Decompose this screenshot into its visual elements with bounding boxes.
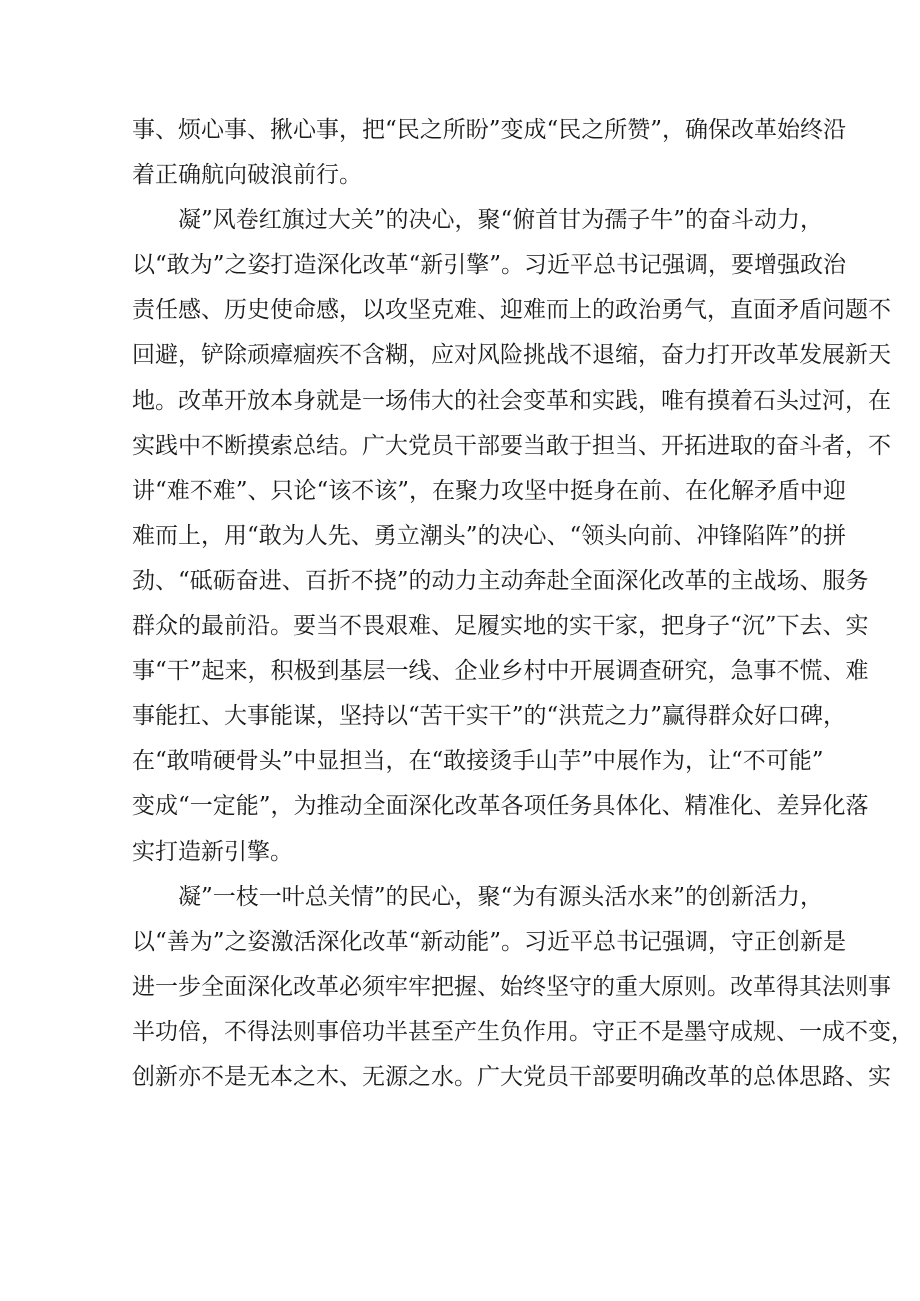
paragraph-line: 着正确航向破浪前行。 (132, 162, 362, 189)
paragraph-line: 实践中不断摸索总结。广大党员干部要当敢于担当、开拓进取的奋斗者，不 (132, 432, 891, 459)
paragraph-line: 在“敢啃硬骨头”中显担当，在“敢接烫手山芋”中展作为，让“不可能” (132, 748, 824, 775)
paragraph-line: 事“干”起来，积极到基层一线、企业乡村中开展调查研究，急事不慌、难 (132, 658, 869, 685)
paragraph-line: 创新亦不是无本之木、无源之水。广大党员干部要明确改革的总体思路、实 (132, 1063, 891, 1090)
paragraph-line: 半功倍，不得法则事倍功半甚至产生负作用。守正不是墨守成规、一成不变， (132, 1018, 914, 1045)
paragraph-line: 难而上，用“敢为人先、勇立潮头”的决心、“领头向前、冲锋陷阵”的拼 (132, 522, 847, 549)
paragraph-line: 回避，铲除顽瘴痼疾不含糊，应对风险挑战不退缩，奋力打开改革发展新天 (132, 342, 891, 369)
paragraph-line: 事能扛、大事能谋，坚持以“苦干实干”的“洪荒之力”赢得群众好口碑， (132, 703, 847, 730)
paragraph-line: 凝”一枝一叶总关情”的民心，聚“为有源头活水来”的创新活力， (178, 883, 824, 910)
paragraph-line: 地。改革开放本身就是一场伟大的社会变革和实践，唯有摸着石头过河，在 (132, 387, 891, 414)
paragraph-line: 凝”风卷红旗过大关”的决心，聚“俯首甘为孺子牛”的奋斗动力， (178, 207, 824, 234)
document-body (132, 108, 914, 1100)
paragraph-line: 以“善为”之姿激活深化改革“新动能”。习近平总书记强调，守正创新是 (132, 928, 847, 955)
paragraph-line: 劲、“砥砺奋进、百折不挠”的动力主动奔赴全面深化改革的主战场、服务 (132, 567, 869, 594)
paragraph-line: 事、烦心事、揪心事，把“民之所盼”变成“民之所赞”，确保改革始终沿 (132, 117, 847, 143)
paragraph-line: 以“敢为”之姿打造深化改革“新引擎”。习近平总书记强调，要增强政治 (132, 252, 847, 279)
paragraph-line: 讲“难不难”、只论“该不该”，在聚力攻坚中挺身在前、在化解矛盾中迎 (132, 477, 847, 504)
paragraph-line: 进一步全面深化改革必须牢牢把握、始终坚守的重大原则。改革得其法则事 (132, 973, 891, 1000)
paragraph-line: 责任感、历史使命感，以攻坚克难、迎难而上的政治勇气，直面矛盾问题不 (132, 297, 891, 324)
paragraph-line: 实打造新引擎。 (132, 838, 293, 865)
paragraph-line: 变成“一定能”，为推动全面深化改革各项任务具体化、精准化、差异化落 (132, 793, 869, 820)
paragraph-line: 群众的最前沿。要当不畏艰难、足履实地的实干家，把身子“沉”下去、实 (132, 613, 869, 640)
